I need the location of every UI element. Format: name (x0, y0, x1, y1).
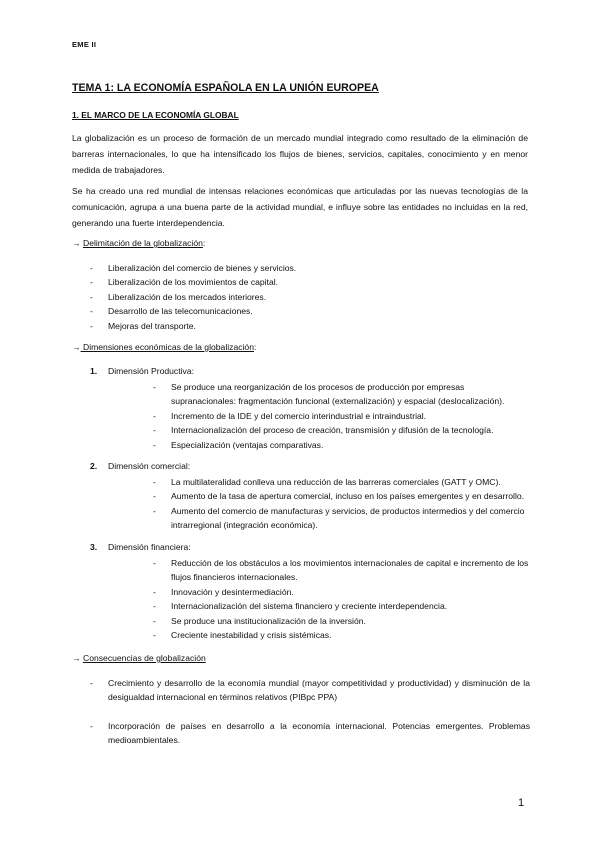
dimension-commercial-label (90, 461, 190, 471)
page-number: 1 (518, 797, 525, 809)
list-item: - Especialización (ventajas comparativas. (153, 438, 531, 452)
list-item: - La multilateralidad conlleva una reducción de las barreras comerciales (GATT y OMC). (153, 475, 531, 489)
list-item: - Aumento de la tasa de apertura comercial, incluso en los países emergentes y en desarrollo. (153, 489, 531, 503)
list-item: - Crecimiento y desarrollo de la economía mundial (mayor competitividad y productividad) y disminución de la desigualdad internacional en términos relativos (PIBpc PPA) (90, 676, 530, 705)
list-item: - Liberalización de los movimientos de capital. (90, 275, 520, 289)
running-header: EME II (72, 40, 97, 49)
list-item: - Liberalización del comercio de bienes y servicios. (90, 261, 520, 275)
arrow-icon: → (72, 238, 81, 248)
consequences-list (90, 676, 530, 748)
list-item: - Se produce una reorganización de los procesos de producción por empresas supranacionales: fragmentación funcional (externalización) y espacial (deslocalización). (153, 380, 531, 409)
heading-colon: : (202, 238, 206, 248)
heading-text: Delimitación de la globalización (82, 238, 203, 248)
heading-colon: : (254, 342, 257, 352)
dimension-commercial-list (153, 475, 531, 533)
dimension-productive-label (90, 366, 194, 376)
list-item: - Aumento del comercio de manufacturas y servicios, de productos intermedios y del comercio intrarregional (integración económica). (153, 504, 531, 533)
delimitation-heading (72, 238, 205, 248)
page-title: TEMA 1: LA ECONOMÍA ESPAÑOLA EN LA UNIÓN EUROPEA (72, 82, 379, 94)
dimension-financial-list (153, 556, 531, 642)
list-item: - Incremento de la IDE y del comercio interindustrial e intraindustrial. (153, 409, 531, 423)
paragraph: Se ha creado una red mundial de intensas relaciones económicas que articuladas por las nuevas tecnologías de la comunicación, agrupa a una buena parte de la actividad mundial, e influye sobre las entidades no incluidas en la red, generando una fuerte interdependencia. (72, 186, 528, 228)
dimension-productive-list (153, 380, 531, 452)
heading-text: Consecuencias de globalización (82, 653, 206, 663)
list-number: 2. (90, 461, 98, 471)
dimension-label: Dimensión comercial: (108, 461, 191, 471)
list-item: - Desarrollo de las telecomunicaciones. (90, 304, 520, 318)
list-item: - Mejoras del transporte. (90, 319, 520, 333)
consequences-heading (72, 653, 206, 663)
list-item: - Internacionalización del sistema financiero y creciente interdependencia. (153, 599, 531, 613)
list-item: - Se produce una institucionalización de la inversión. (153, 614, 531, 628)
section-heading: 1. EL MARCO DE LA ECONOMÍA GLOBAL (72, 110, 239, 120)
list-item: - Incorporación de países en desarrollo a la economía internacional. Potencias emergentes. Problemas medioambientales. (90, 719, 530, 748)
list-item: - Liberalización de los mercados interiores. (90, 290, 520, 304)
arrow-icon: → (72, 653, 81, 663)
list-item: - Innovación y desintermediación. (153, 585, 531, 599)
dimension-financial-label (90, 542, 191, 552)
list-item: - Reducción de los obstáculos a los movimientos internacionales de capital e incremento de los flujos financieros internacionales. (153, 556, 531, 585)
arrow-icon: → (72, 342, 81, 352)
dimension-label: Dimensión Productiva: (108, 366, 194, 376)
list-number: 3. (90, 542, 98, 552)
dimension-label: Dimensión financiera: (108, 542, 191, 552)
delimitation-list (90, 261, 520, 333)
dimensions-heading (72, 342, 256, 352)
list-item: - Internacionalización del proceso de creación, transmisión y difusión de la tecnología. (153, 423, 531, 437)
paragraph: La globalización es un proceso de formación de un mercado mundial integrado como resultado de la eliminación de barreras internacionales, lo que ha intensificado los flujos de bienes, servicios, capitales, conocimiento y en menor medida de trabajadores. (72, 133, 528, 175)
list-number: 1. (90, 366, 98, 376)
list-item: - Creciente inestabilidad y crisis sistémicas. (153, 628, 531, 642)
heading-text: Dimensiones económicas de la globalización (80, 342, 254, 352)
